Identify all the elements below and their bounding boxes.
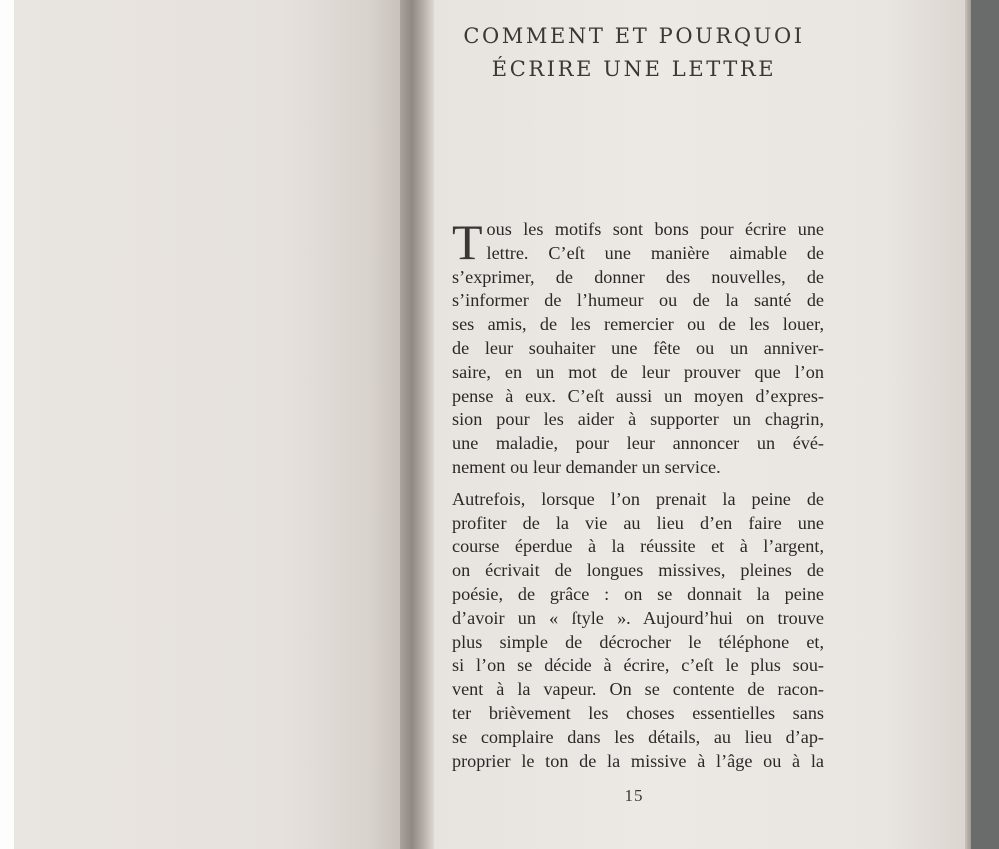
text-line: si l’on se décide à écrire, c’eſt le plus sou- (452, 655, 824, 676)
text-line: lettre. C’eſt une manière aimable de (486, 242, 824, 263)
text-line: s’exprimer, de donner des nouvelles, de (452, 266, 824, 287)
text-line: saire, en un mot de leur prouver que l’on (452, 361, 824, 382)
left-page (14, 0, 400, 849)
text-line: ter brièvement les choses essentielles sans (452, 702, 824, 723)
text-line: profiter de la vie au lieu d’en faire une (452, 512, 824, 533)
chapter-title (434, 20, 834, 86)
text-line: plus simple de décrocher le téléphone et, (452, 631, 824, 652)
text-line: ous les motifs sont bons pour écrire une (486, 219, 824, 239)
paragraph-2 (452, 488, 824, 774)
text-line: ses amis, de les remercier ou de les louer, (452, 314, 824, 335)
text-line: on écrivait de longues missives, pleines de (452, 560, 824, 581)
paragraph-1 (452, 214, 824, 480)
text-line: Autrefois, lorsque l’on prenait la peine de (452, 488, 824, 509)
page-edge (965, 0, 971, 849)
book-gutter (400, 0, 434, 849)
body-text (452, 214, 824, 773)
paragraph-gap (452, 480, 824, 488)
chapter-title-line-2: ÉCRIRE UNE LETTRE (491, 57, 777, 81)
text-line: pense à eux. C’eſt aussi un moyen d’expres- (452, 385, 824, 406)
right-page (434, 0, 965, 849)
text-line: de leur souhaiter une fête ou un anniver- (452, 337, 824, 358)
text-line: s’informer de l’humeur ou de la santé de (452, 290, 824, 311)
drop-cap: T (452, 214, 483, 270)
chapter-title-line-1: COMMENT ET POURQUOI (463, 24, 805, 48)
text-line: sion pour les aider à supporter un chagrin, (452, 409, 824, 430)
text-line: vent à la vapeur. On se contente de racon- (452, 679, 824, 700)
text-line: course éperdue à la réussite et à l’argent, (452, 536, 824, 557)
text-line: d’avoir un « ſtyle ». Aujourd’hui on trouve (452, 607, 824, 628)
text-line: nement ou leur demander un service. (452, 456, 721, 477)
text-line: se complaire dans les détails, au lieu d’ap- (452, 726, 824, 747)
text-line: poésie, de grâce : on se donnait la peine (452, 583, 824, 604)
text-line: une maladie, pour leur annoncer un évé- (452, 433, 824, 454)
page-number: 15 (624, 786, 644, 805)
text-line: proprier le ton de la missive à l’âge ou à la (452, 750, 824, 771)
